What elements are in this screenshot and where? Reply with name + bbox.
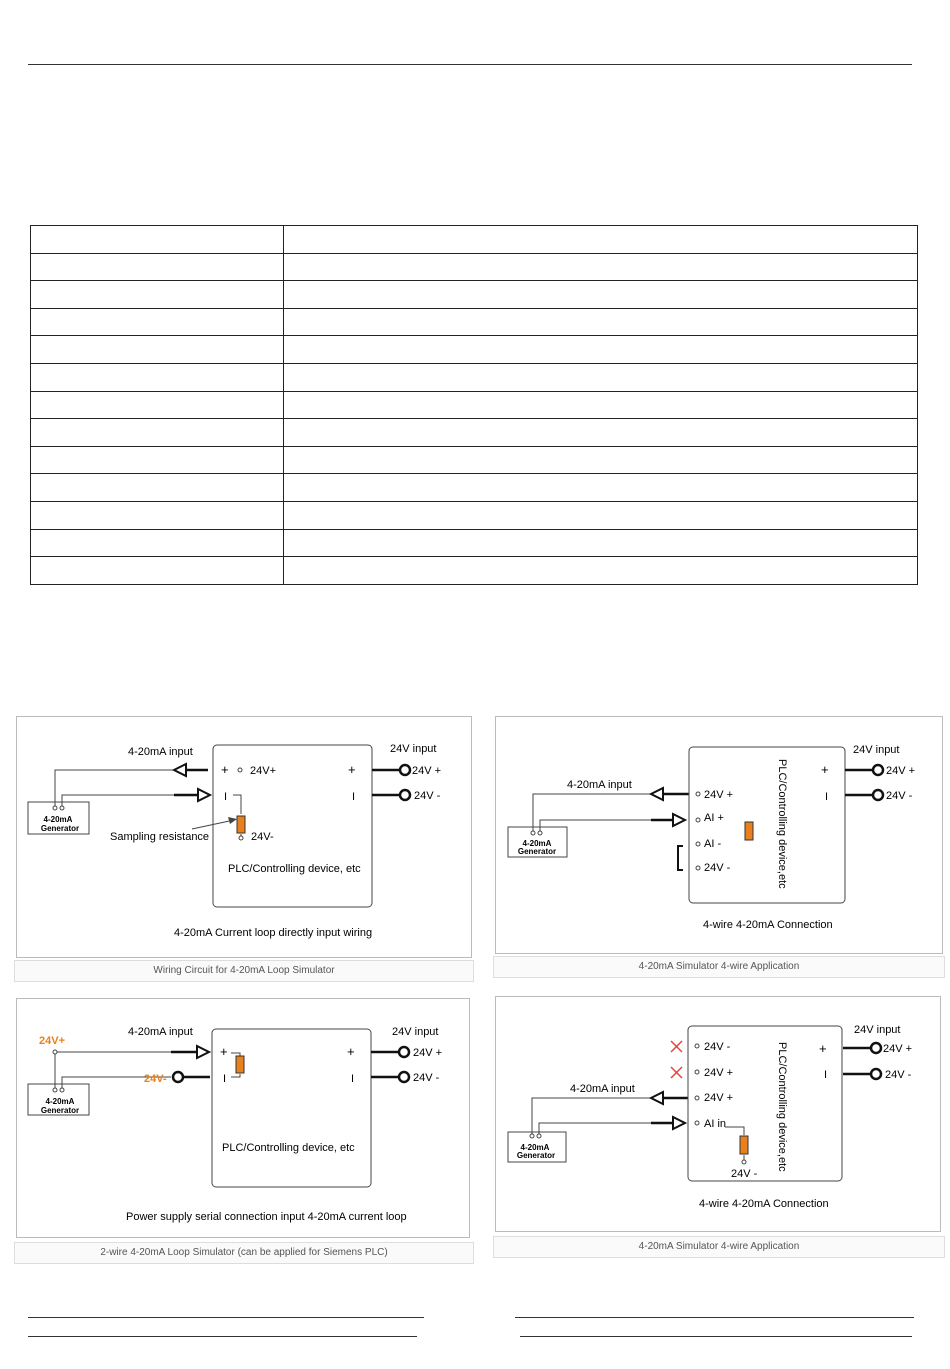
terminal-3: 24V +: [704, 1092, 734, 1104]
plus-sign: +: [819, 1041, 827, 1056]
spec-cell: [284, 446, 918, 474]
diagram-title: 4-20mA Current loop directly input wiring: [174, 927, 373, 939]
footer-rule-left-2: [28, 1336, 417, 1337]
generator-label-2: Generator: [40, 1106, 80, 1115]
spec-row: [31, 363, 918, 391]
spec-cell: [284, 363, 918, 391]
spec-cell: [31, 281, 284, 309]
input-label: 4-20mA input: [570, 1083, 635, 1095]
spec-row: [31, 419, 918, 447]
device-label: PLC/Controlling device, etc: [222, 1142, 355, 1154]
generator-label-2: Generator: [40, 824, 80, 833]
spec-cell: [284, 501, 918, 529]
plus-sign-right: +: [348, 762, 356, 777]
caption-4wire-1: 4-20mA Simulator 4-wire Application: [493, 956, 945, 978]
plus-sign: +: [821, 762, 829, 777]
diagram-title: Power supply serial connection input 4-20mA current loop: [126, 1211, 407, 1223]
out-plus-label: 24V +: [413, 1047, 443, 1059]
spec-cell: [31, 226, 284, 254]
terminal-2: AI +: [704, 812, 724, 824]
spec-row: [31, 529, 918, 557]
terminal-4: 24V -: [704, 862, 731, 874]
input-label: 4-20mA input: [567, 779, 632, 791]
spec-cell: [31, 391, 284, 419]
spec-cell: [31, 557, 284, 585]
terminal-2: 24V +: [704, 1067, 734, 1079]
header-rule: [28, 64, 912, 65]
spec-cell: [31, 474, 284, 502]
plus-sign-right: +: [347, 1044, 355, 1059]
diagram-title: 4-wire 4-20mA Connection: [699, 1198, 829, 1210]
out-minus-label: 24V -: [886, 790, 913, 802]
spec-row: [31, 226, 918, 254]
spec-cell: [284, 391, 918, 419]
spec-row: [31, 501, 918, 529]
spec-cell: [284, 529, 918, 557]
spec-cell: [284, 281, 918, 309]
generator-label-2: Generator: [517, 847, 557, 856]
spec-cell: [284, 557, 918, 585]
minus-sign: I: [824, 1069, 828, 1081]
plus-sign: +: [220, 1044, 228, 1059]
spec-cell: [31, 529, 284, 557]
input-label: 4-20mA input: [128, 1026, 193, 1038]
power-label: 24V input: [392, 1026, 439, 1038]
diagram-direct-input-wiring: [16, 716, 472, 958]
footer-rule-left-1: [28, 1317, 424, 1318]
device-label: PLC/Controlling device,etc: [776, 759, 788, 889]
diagram-4wire-connection-1: [495, 716, 943, 954]
caption-wiring-circuit: Wiring Circuit for 4-20mA Loop Simulator: [14, 960, 474, 982]
v-plus-label: 24V+: [250, 765, 276, 777]
spec-cell: [31, 308, 284, 336]
spec-row: [31, 474, 918, 502]
spec-row: [31, 557, 918, 585]
out-minus-label: 24V -: [885, 1069, 912, 1081]
spec-row: [31, 308, 918, 336]
caption-4wire-2: 4-20mA Simulator 4-wire Application: [493, 1236, 945, 1258]
device-label: PLC/Controlling device, etc: [228, 863, 361, 875]
spec-row: [31, 391, 918, 419]
terminal-1: 24V +: [704, 789, 734, 801]
spec-cell: [31, 336, 284, 364]
spec-cell: [284, 253, 918, 281]
spec-row: [31, 253, 918, 281]
terminal-1: 24V -: [704, 1041, 731, 1053]
terminal-3: AI -: [704, 838, 722, 850]
spec-cell: [284, 336, 918, 364]
diagram-title: 4-wire 4-20mA Connection: [703, 919, 833, 931]
generator-label-2: Generator: [516, 1151, 556, 1160]
out-plus-label: 24V +: [883, 1043, 913, 1055]
out-plus-label: 24V +: [412, 765, 442, 777]
out-minus-label: 24V -: [414, 790, 441, 802]
spec-cell: [284, 308, 918, 336]
v-minus-label: 24V-: [251, 831, 274, 843]
footer-rule-right-1: [515, 1317, 914, 1318]
spec-cell: [31, 253, 284, 281]
minus-sign-right: I: [352, 791, 356, 803]
minus-sign-right: I: [351, 1073, 355, 1085]
v-minus-label: 24V-: [144, 1073, 167, 1085]
power-label: 24V input: [853, 744, 900, 756]
spec-row: [31, 281, 918, 309]
spec-row: [31, 446, 918, 474]
spec-cell: [31, 446, 284, 474]
power-label: 24V input: [854, 1024, 901, 1036]
input-label: 4-20mA input: [128, 746, 193, 758]
spec-cell: [284, 474, 918, 502]
bottom-label: 24V -: [731, 1168, 758, 1180]
diagram-2wire-loop: [16, 998, 470, 1238]
terminal-4: AI in: [704, 1118, 727, 1130]
minus-sign: I: [825, 791, 829, 803]
spec-cell: [31, 501, 284, 529]
out-minus-label: 24V -: [413, 1072, 440, 1084]
minus-sign: I: [223, 1073, 227, 1085]
spec-cell: [31, 419, 284, 447]
power-label: 24V input: [390, 743, 437, 755]
spec-cell: [31, 363, 284, 391]
minus-sign: I: [224, 791, 228, 803]
footer-rule-right-2: [520, 1336, 912, 1337]
spec-cell: [284, 419, 918, 447]
spec-table: [30, 225, 918, 585]
spec-row: [31, 336, 918, 364]
out-plus-label: 24V +: [886, 765, 916, 777]
caption-2wire: 2-wire 4-20mA Loop Simulator (can be applied for Siemens PLC): [14, 1242, 474, 1264]
generator-label-1: 4-20mA: [43, 815, 73, 824]
sampling-label: Sampling resistance: [110, 831, 210, 843]
v-plus-label: 24V+: [39, 1035, 65, 1047]
plus-sign: +: [221, 762, 229, 777]
diagram-4wire-connection-2: [495, 996, 941, 1232]
spec-cell: [284, 226, 918, 254]
generator-label-1: 4-20mA: [522, 839, 552, 848]
generator-label-1: 4-20mA: [45, 1097, 75, 1106]
device-label: PLC/Controlling device,etc: [776, 1042, 788, 1172]
generator-label-1: 4-20mA: [520, 1143, 550, 1152]
